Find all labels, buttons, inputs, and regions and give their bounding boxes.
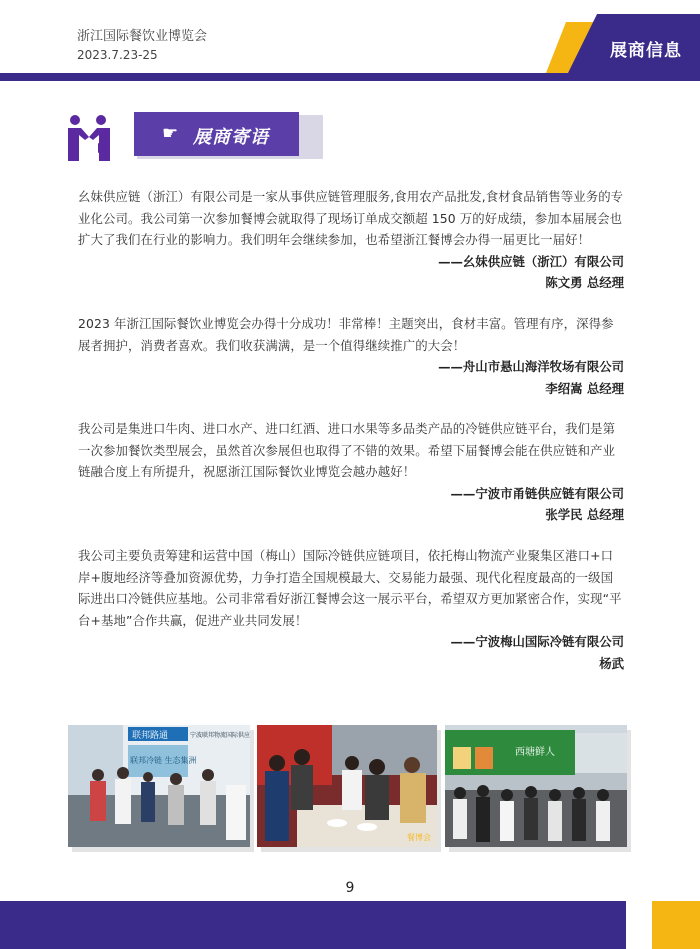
photo-sign-label: 联邦路通 bbox=[132, 731, 169, 741]
testimonial-person: 杨武 bbox=[599, 655, 624, 671]
footer-accent-block bbox=[652, 901, 700, 949]
testimonial-text: 幺妹供应链（浙江）有限公司是一家从事供应链管理服务,食用农产品批发,食材食品销售等业务的专业化公司。我公司第一次参加餐博会就取得了现场订单成交额超 150 万的好成绩，参加本届展会也扩大了我们在行业的影响力。我们明年会继续参加，也希望浙江餐博会办得一届更比一届好！ bbox=[78, 189, 624, 247]
event-dates: 2023.7.23-25 bbox=[77, 48, 158, 62]
testimonial bbox=[78, 418, 624, 526]
event-name: 浙江国际餐饮业博览会 bbox=[77, 29, 208, 44]
testimonial-text: 我公司主要负责筹建和运营中国（梅山）国际冷链供应链项目，依托梅山物流产业聚集区港口+口岸+腹地经济等叠加资源优势，力争打造全国规模最大、交易能力最强、现代化程度最高的一级国际进出口冷链供应基地。公司非常看好浙江餐博会这一展示平台，希望双方更加紧密合作，实现“平台+基地”合作共赢，促进产业共同发展！ bbox=[78, 548, 622, 628]
testimonial-person: 张学民 总经理 bbox=[545, 507, 624, 522]
testimonial-person: 陈文勇 总经理 bbox=[545, 275, 624, 290]
testimonial bbox=[78, 313, 624, 399]
exhibition-photo-tasting bbox=[257, 725, 437, 847]
photo-sign-label: 宁波联邦物流国际供应 bbox=[190, 732, 250, 739]
page-number: 9 bbox=[345, 880, 355, 896]
exhibition-photo-booth bbox=[68, 725, 250, 847]
testimonial-company: ——宁波市甬链供应链有限公司 bbox=[450, 485, 624, 501]
photo-sign-label: 西塘鲜人 bbox=[515, 747, 555, 758]
header-divider-bar bbox=[0, 73, 700, 81]
handshake-icon bbox=[64, 113, 114, 163]
testimonial bbox=[78, 186, 624, 294]
testimonial-company: ——幺妹供应链（浙江）有限公司 bbox=[438, 253, 624, 269]
testimonial-company: ——宁波梅山国际冷链有限公司 bbox=[450, 634, 624, 649]
pointing-hand-icon: ☛ bbox=[162, 123, 179, 144]
testimonial-text: 2023 年浙江国际餐饮业博览会办得十分成功！非常棒！主题突出，食材丰富。管理有序，深得参展者拥护，消费者喜欢。我们收获满满，是一个值得继续推广的大会！ bbox=[78, 316, 614, 353]
photo-logo-label: 餐博会 bbox=[407, 833, 431, 842]
testimonial-person: 李绍嵩 总经理 bbox=[545, 380, 624, 396]
testimonial-text: 我公司是集进口牛肉、进口水产、进口红酒、进口水果等多品类产品的冷链供应链平台，我们是第一次参加餐饮类型展会，虽然首次参展但也取得了不错的效果。希望下届餐博会能在供应链和产业链融合度上有所提升，祝愿浙江国际餐饮业博览会越办越好！ bbox=[78, 421, 616, 479]
section-tag-label: 展商信息 bbox=[610, 41, 682, 61]
section-title: 展商寄语 bbox=[193, 127, 269, 148]
testimonial-company: ——舟山市悬山海洋牧场有限公司 bbox=[438, 359, 624, 374]
testimonial bbox=[78, 545, 624, 674]
photo-sign-label: 联邦冷链 生态集洲 bbox=[130, 756, 197, 765]
exhibition-photo-crowd bbox=[445, 725, 627, 847]
footer-bar bbox=[0, 901, 626, 949]
